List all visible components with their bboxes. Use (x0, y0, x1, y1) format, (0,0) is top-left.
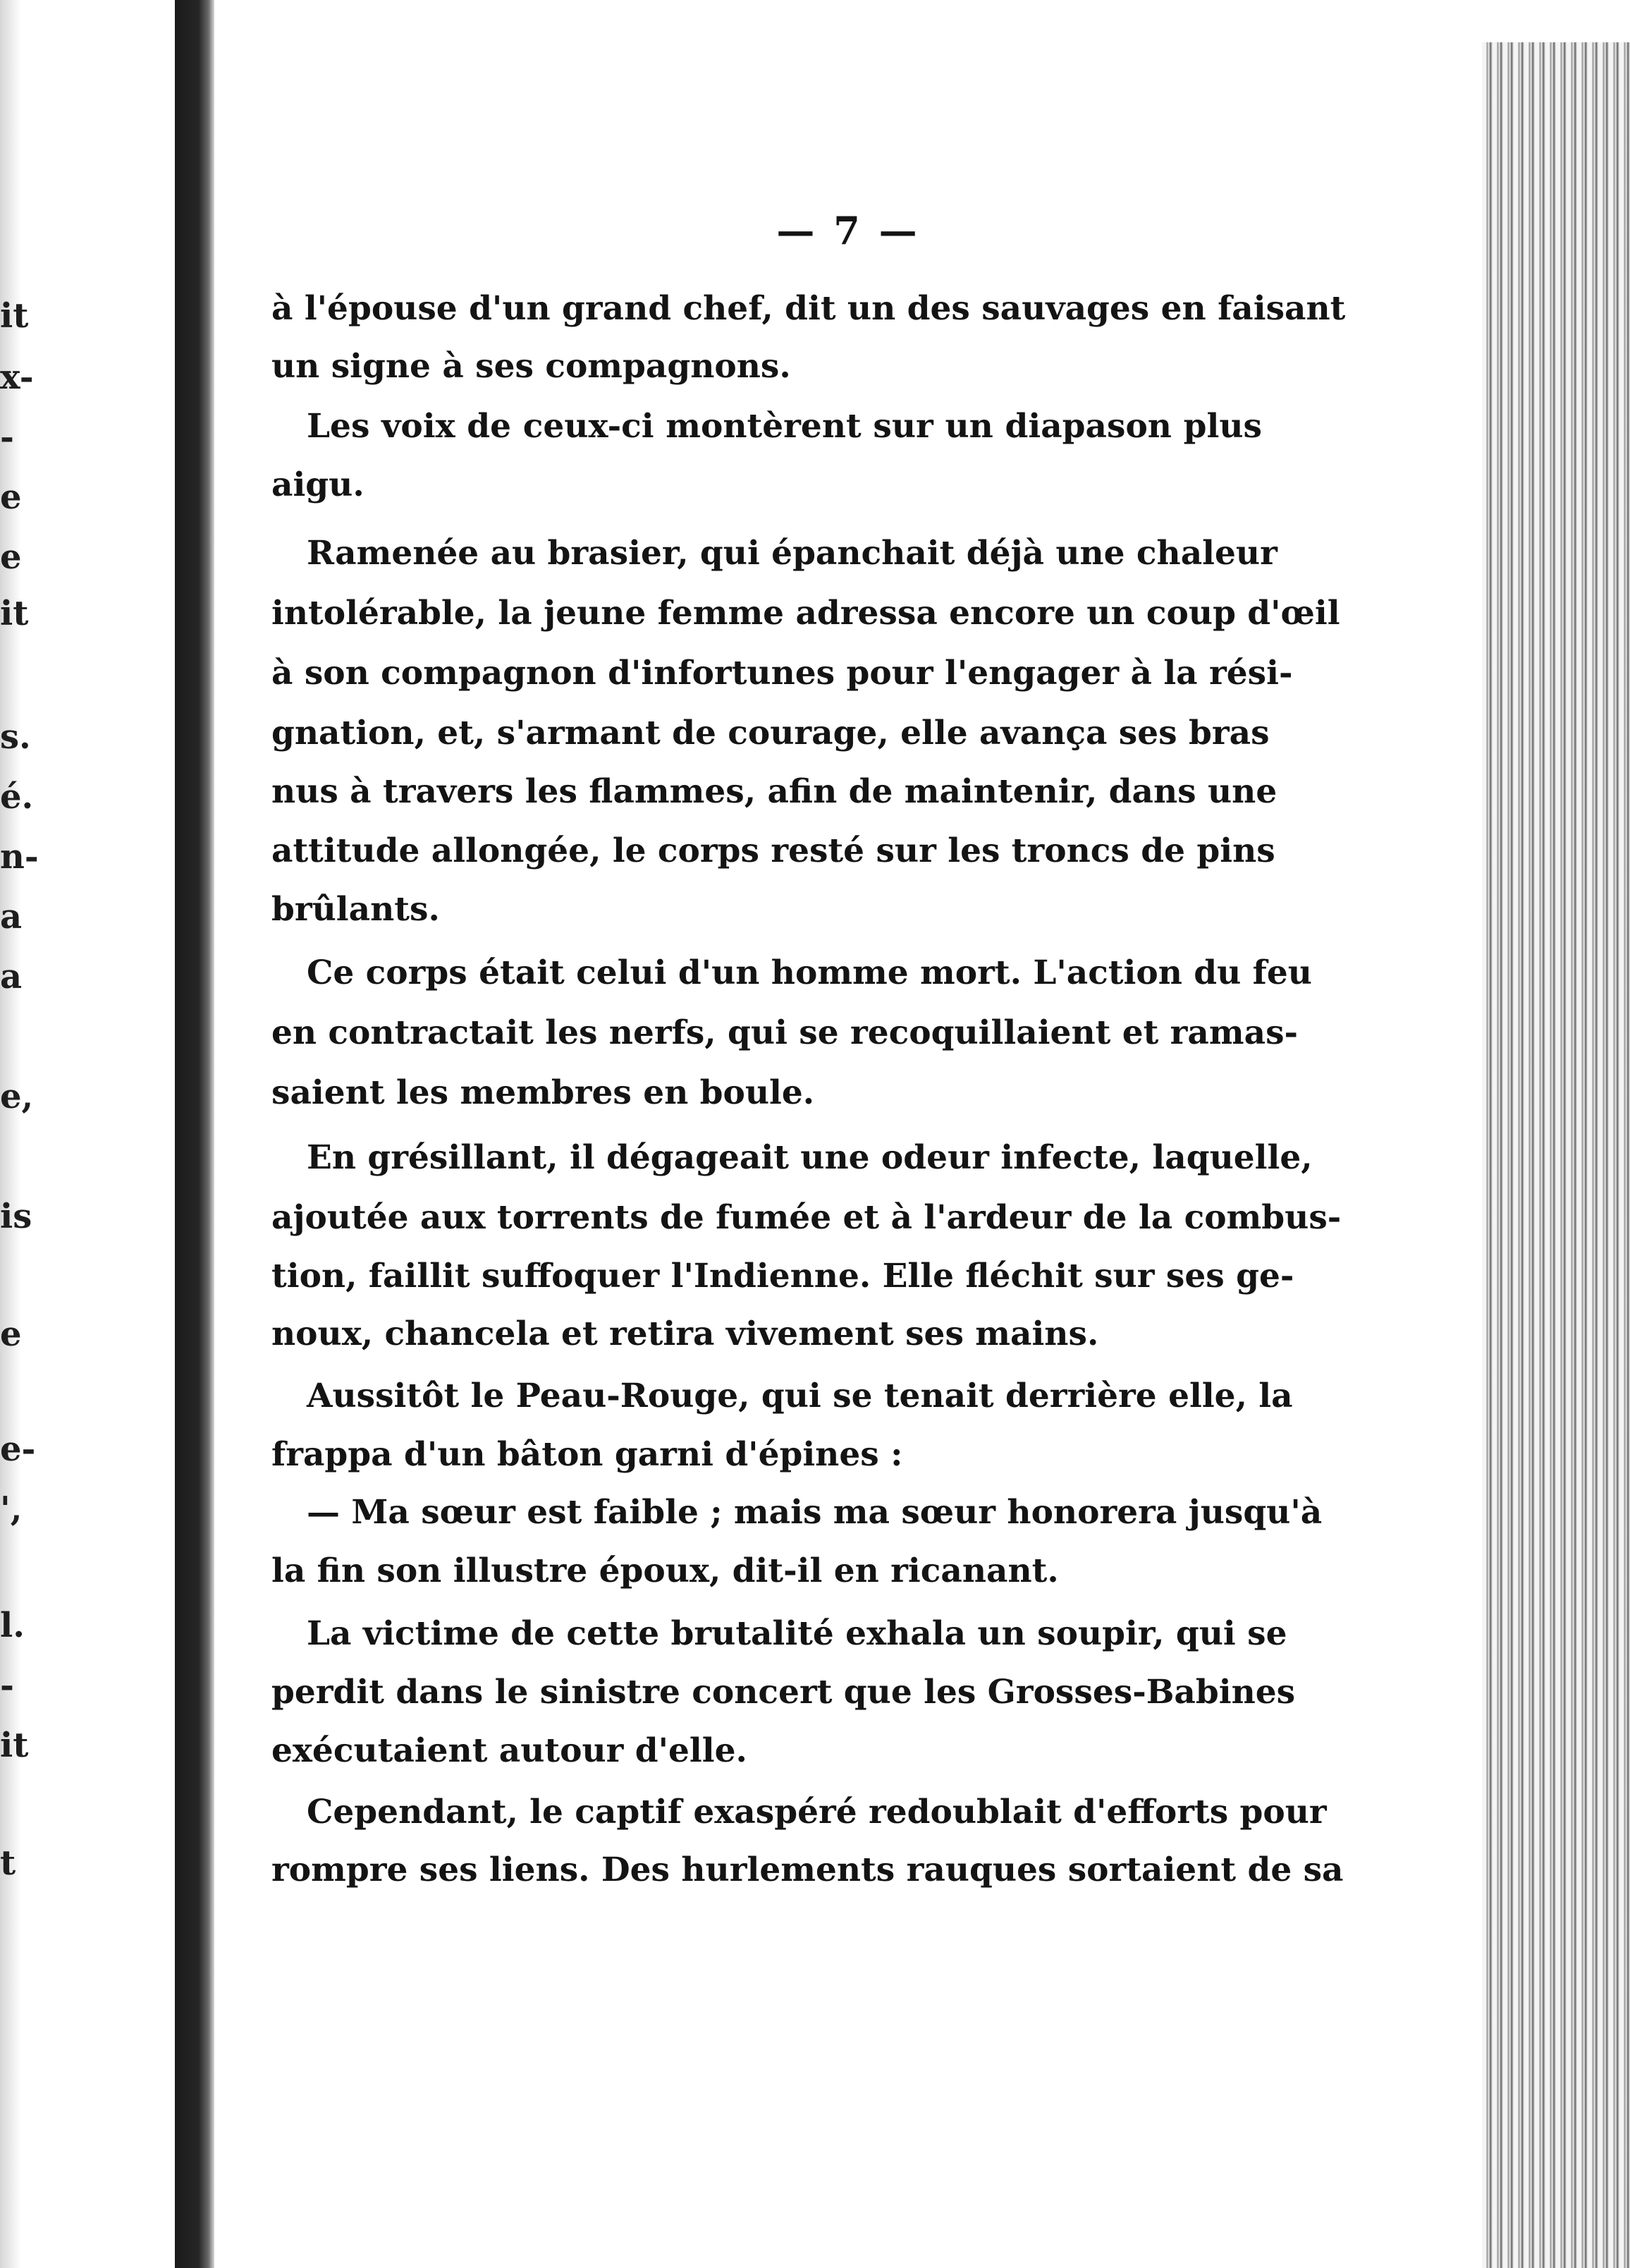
left-margin-fragment: - (0, 1666, 14, 1705)
left-margin-fragment: is (0, 1197, 32, 1236)
text-line: un signe à ses compagnons. (271, 347, 791, 386)
left-page-shadow (0, 0, 39, 2268)
text-line: noux, chancela et retira vivement ses mains. (271, 1315, 1099, 1353)
left-margin-fragment: a (0, 897, 23, 937)
left-margin-fragment: a (0, 957, 23, 996)
book-gutter (175, 0, 214, 2268)
text-line: en contractait les nerfs, qui se recoquillaient et ramas- (271, 1013, 1299, 1052)
fore-edge-top-margin (1466, 0, 1630, 42)
text-line: la fin son illustre époux, dit-il en ricanant. (271, 1551, 1059, 1590)
left-margin-fragment: x- (0, 358, 34, 397)
left-margin-fragment: n- (0, 837, 39, 877)
text-line: rompre ses liens. Des hurlements rauques sortaient de sa (271, 1851, 1344, 1889)
left-margin-fragment: it (0, 296, 29, 336)
text-line: nus à travers les flammes, afin de maintenir, dans une (271, 772, 1277, 811)
left-margin-fragment: - (0, 417, 14, 457)
text-line: gnation, et, s'armant de courage, elle avança ses bras (271, 714, 1270, 752)
text-line: frappa d'un bâton garni d'épines : (271, 1435, 903, 1474)
text-line: Ce corps était celui d'un homme mort. L'action du feu (307, 953, 1312, 992)
text-line: tion, faillit suffoquer l'Indienne. Elle fléchit sur ses ge- (271, 1257, 1294, 1295)
left-margin-fragment: ', (0, 1489, 23, 1529)
left-margin-fragment: é. (0, 777, 34, 817)
text-line: exécutaient autour d'elle. (271, 1731, 747, 1770)
text-line: à son compagnon d'infortunes pour l'engager à la rési- (271, 654, 1293, 693)
left-margin-fragment: it (0, 1726, 29, 1765)
text-line: Cependant, le captif exaspéré redoublait d'efforts pour (307, 1793, 1327, 1831)
left-margin-fragment: it (0, 594, 29, 633)
text-line: ajoutée aux torrents de fumée et à l'ardeur de la combus- (271, 1198, 1342, 1237)
left-margin-fragment: s. (0, 717, 31, 757)
book-fore-edge (1482, 28, 1630, 2268)
left-margin-fragment: e (0, 1315, 22, 1354)
text-line: Les voix de ceux-ci montèrent sur un diapason plus (307, 407, 1262, 446)
left-margin-fragment: e (0, 477, 22, 517)
left-page-edge (0, 0, 176, 2268)
text-line: saient les membres en boule. (271, 1073, 815, 1112)
text-line: intolérable, la jeune femme adressa encore un coup d'œil (271, 594, 1340, 633)
left-margin-fragment: l. (0, 1606, 25, 1645)
text-line: Aussitôt le Peau-Rouge, qui se tenait derrière elle, la (307, 1377, 1293, 1415)
text-line: brûlants. (271, 890, 440, 929)
text-line: La victime de cette brutalité exhala un soupir, qui se (307, 1614, 1287, 1653)
left-margin-fragment: t (0, 1843, 16, 1883)
page-number: — 7 — (776, 208, 920, 253)
left-margin-fragment: e (0, 537, 22, 577)
text-line: Ramenée au brasier, qui épanchait déjà une chaleur (307, 534, 1277, 573)
text-line: En grésillant, il dégageait une odeur infecte, laquelle, (307, 1138, 1313, 1177)
text-line: perdit dans le sinistre concert que les Grosses-Babines (271, 1673, 1296, 1712)
left-margin-fragment: e, (0, 1077, 34, 1116)
text-line: à l'épouse d'un grand chef, dit un des sauvages en faisant (271, 289, 1346, 328)
text-line: aigu. (271, 465, 364, 504)
text-line: — Ma sœur est faible ; mais ma sœur honorera jusqu'à (307, 1493, 1323, 1532)
right-page (214, 0, 1482, 2268)
left-margin-fragment: e- (0, 1429, 36, 1469)
text-line: attitude allongée, le corps resté sur les troncs de pins (271, 831, 1275, 870)
